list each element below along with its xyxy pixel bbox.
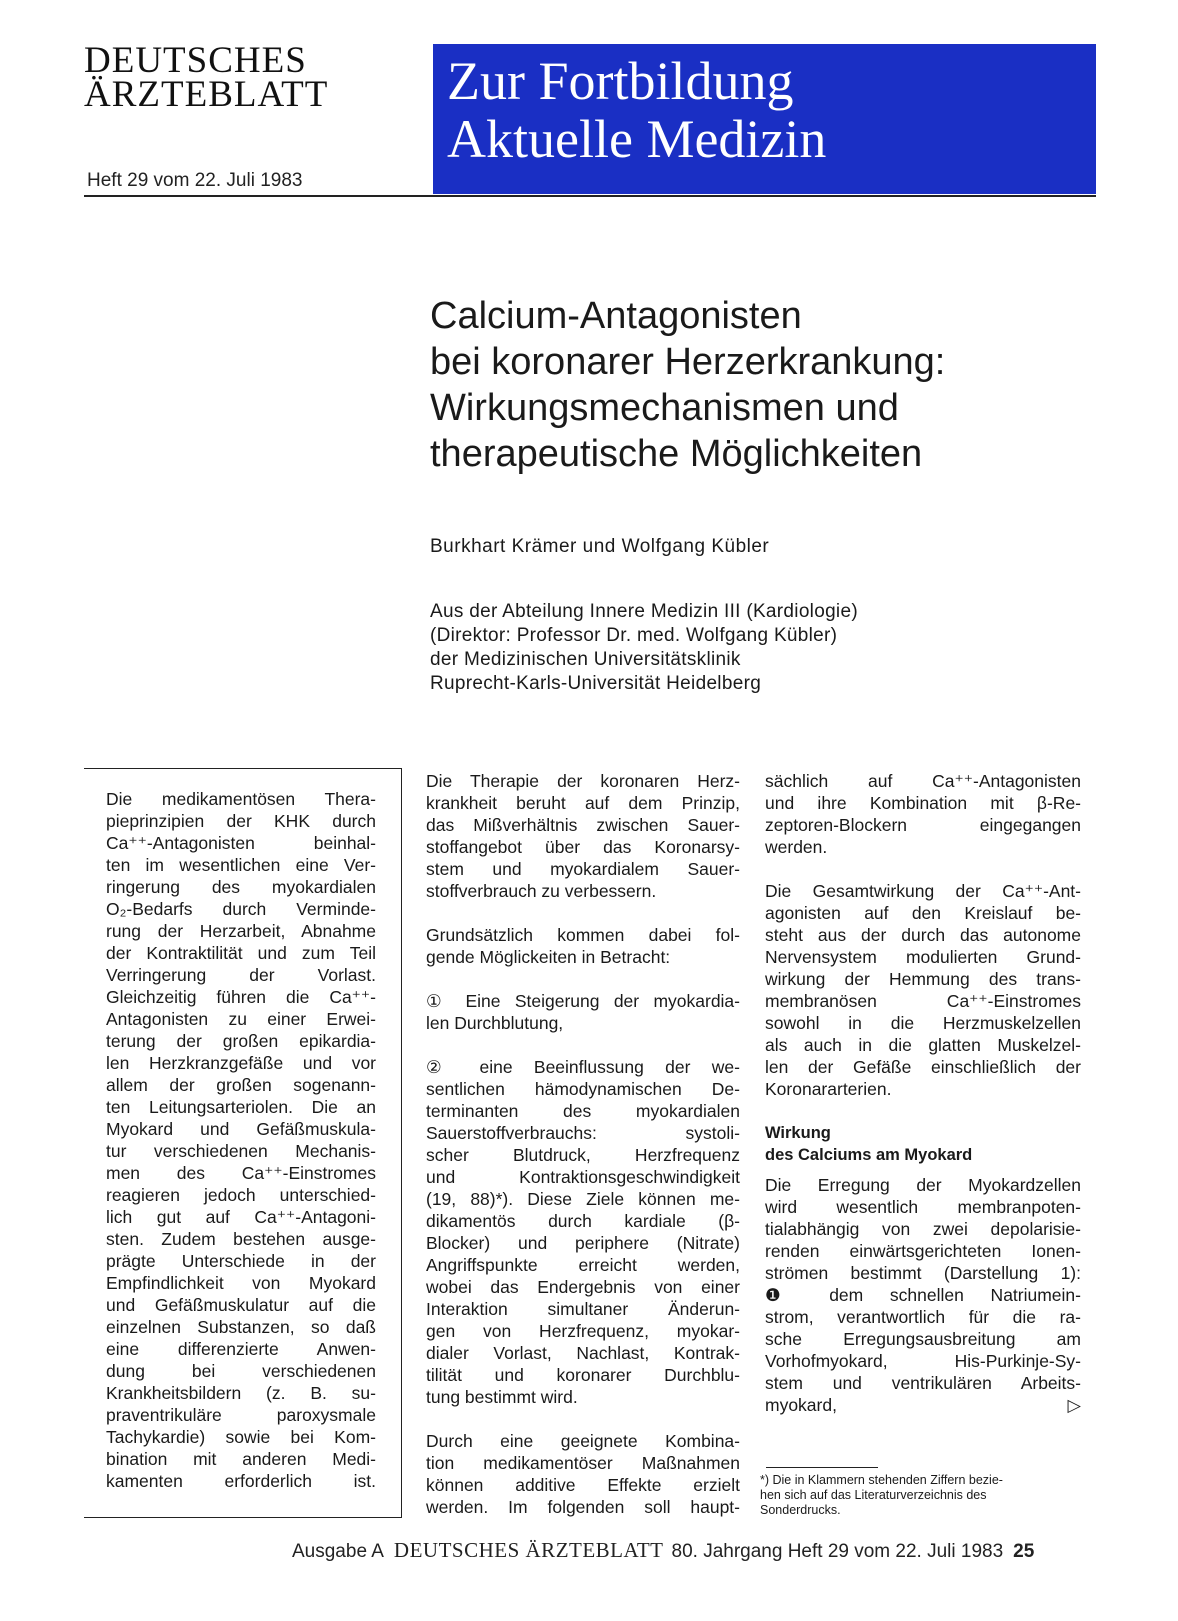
body-line: werden. Im folgenden soll haupt- xyxy=(426,1497,740,1517)
body-line: Koronararterien. xyxy=(765,1079,892,1099)
abstract-line: len Herzkranzgefäße und vor xyxy=(106,1053,376,1073)
footnote-rule xyxy=(766,1467,878,1468)
affiliation-line: der Medizinischen Universitätsklinik xyxy=(430,649,741,670)
abstract-line: lich gut auf Ca⁺⁺-Antagoni- xyxy=(106,1207,376,1227)
banner-line-2: Aktuelle Medizin xyxy=(447,109,827,169)
footnote-line: *) Die in Klammern stehenden Ziffern bezie- xyxy=(760,1473,1003,1487)
footnote xyxy=(760,1473,1082,1518)
issue-line: Heft 29 vom 22. Juli 1983 xyxy=(87,170,303,191)
body-line: tung bestimmt wird. xyxy=(426,1387,578,1407)
abstract-line: men des Ca⁺⁺-Einstromes xyxy=(106,1163,376,1183)
body-line: Die Therapie der koronaren Herz- xyxy=(426,771,740,791)
paragraph-gap xyxy=(426,1034,740,1056)
body-line: wird wesentlich membranpoten- xyxy=(765,1197,1081,1217)
body-line: sentlichen hämodynamischen De- xyxy=(426,1079,740,1099)
abstract-line: ten Leitungsarteriolen. Die an xyxy=(106,1097,376,1117)
body-line: Angriffspunkte erreicht werden, xyxy=(426,1255,740,1275)
abstract-line: der Kontraktilität und zum Teil xyxy=(106,943,376,963)
abstract-line: ringerung des myokardialen xyxy=(106,877,376,897)
body-line: terminanten des myokardialen xyxy=(426,1101,740,1121)
body-line: Blocker) und periphere (Nitrate) xyxy=(426,1233,740,1253)
continue-arrow-icon: ▷ xyxy=(1067,1395,1081,1415)
body-line: Grundsätzlich kommen dabei fol- xyxy=(426,925,740,945)
title-line: Calcium-Antagonisten xyxy=(430,295,802,337)
abstract-text xyxy=(106,788,376,1492)
body-line: ① Eine Steigerung der myokardia- xyxy=(426,991,740,1011)
body-column-1 xyxy=(426,770,740,1518)
body-line: Vorhofmyokard, His-Purkinje-Sy- xyxy=(765,1351,1081,1371)
footer-paper-name: DEUTSCHES ÄRZTEBLATT xyxy=(393,1538,664,1562)
paragraph-gap xyxy=(426,902,740,924)
abstract-line: Ca⁺⁺-Antagonisten beinhal- xyxy=(106,833,376,853)
abstract-line: Verringerung der Vorlast. xyxy=(106,965,376,985)
banner-line-1: Zur Fortbildung xyxy=(447,51,794,111)
body-line: können additive Effekte erzielt xyxy=(426,1475,740,1495)
abstract-line: eine differenzierte Anwen- xyxy=(106,1339,376,1359)
body-line: stem und myokardialem Sauer- xyxy=(426,859,740,879)
page-footer xyxy=(292,1538,1034,1563)
body-line: stoffangebot über das Koronarsy- xyxy=(426,837,740,857)
abstract-line: einzelnen Substanzen, so daß xyxy=(106,1317,376,1337)
abstract-line: bination mit anderen Medi- xyxy=(106,1449,376,1469)
masthead-line-1: DEUTSCHES xyxy=(84,40,307,81)
body-line: werden. xyxy=(765,837,828,857)
body-line: strömen bestimmt (Darstellung 1): xyxy=(765,1263,1081,1283)
body-line: Die Gesamtwirkung der Ca⁺⁺-Ant- xyxy=(765,881,1081,901)
body-line: (19, 88)*). Diese Ziele können me- xyxy=(426,1189,740,1209)
abstract-line: ten im wesentlichen eine Ver- xyxy=(106,855,376,875)
body-line: dikamentös durch kardiale (β- xyxy=(426,1211,740,1231)
affiliation-line: Aus der Abteilung Innere Medizin III (Kardiologie) xyxy=(430,601,858,622)
body-line: Sauerstoffverbrauchs: systoli- xyxy=(426,1123,740,1143)
abstract-line: Krankheitsbildern (z. B. su- xyxy=(106,1383,376,1403)
abstract-line: Gleichzeitig führen die Ca⁺⁺- xyxy=(106,987,376,1007)
body-line: gende Möglickeiten in Betracht: xyxy=(426,947,671,967)
body-line: strom, verantwortlich für die ra- xyxy=(765,1307,1081,1327)
abstract-line: sten. Zudem bestehen ausge- xyxy=(106,1229,376,1249)
abstract-line: terung der großen epikardia- xyxy=(106,1031,376,1051)
body-line: dialer Vorlast, Nachlast, Kontrak- xyxy=(426,1343,740,1363)
article-affiliation xyxy=(430,600,858,696)
abstract-line: praventrikuläre paroxysmale xyxy=(106,1405,376,1425)
footer-edition: Ausgabe A xyxy=(292,1541,384,1562)
abstract-line: pieprinzipien der KHK durch xyxy=(106,811,376,831)
title-line: therapeutische Möglichkeiten xyxy=(430,433,923,475)
body-line: das Mißverhältnis zwischen Sauer- xyxy=(426,815,740,835)
last-line-wrap xyxy=(765,1394,1081,1416)
body-line: und Kontraktionsgeschwindigkeit xyxy=(426,1167,740,1187)
body-line: renden einwärtsgerichteten Ionen- xyxy=(765,1241,1081,1261)
body-line: len Durchblutung, xyxy=(426,1013,564,1033)
body-line: Die Erregung der Myokardzellen xyxy=(765,1175,1081,1195)
abstract-line: kamenten erforderlich ist. xyxy=(106,1471,376,1491)
page-number: 25 xyxy=(1013,1541,1035,1562)
paragraph-gap xyxy=(426,1408,740,1430)
body-line: ② eine Beeinflussung der we- xyxy=(426,1057,740,1077)
heading-gap xyxy=(765,1166,1081,1174)
masthead-line-2: ÄRZTEBLATT xyxy=(84,74,329,115)
body-line: krankheit beruht auf dem Prinzip, xyxy=(426,793,740,813)
body-line: Nervensystem modulierten Grund- xyxy=(765,947,1081,967)
body-line: und ihre Kombination mit β-Re- xyxy=(765,793,1081,813)
article-title xyxy=(430,293,1070,477)
abstract-line: Myokard und Gefäßmuskula- xyxy=(106,1119,376,1139)
body-line: stoffverbrauch zu verbessern. xyxy=(426,881,657,901)
header-rule xyxy=(84,195,1096,197)
abstract-line: Antagonisten zu einer Erwei- xyxy=(106,1009,376,1029)
abstract-line: und Gefäßmuskulatur auf die xyxy=(106,1295,376,1315)
body-line: gen von Herzfrequenz, myokar- xyxy=(426,1321,740,1341)
body-line: ❶ dem schnellen Natriumein- xyxy=(765,1285,1081,1305)
body-column-2 xyxy=(765,770,1081,1416)
footnote-line: hen sich auf das Literaturverzeichnis des xyxy=(760,1488,987,1502)
abstract-line: allem der großen sogenann- xyxy=(106,1075,376,1095)
abstract-line: reagieren jedoch unterschied- xyxy=(106,1185,376,1205)
section-heading: Wirkung xyxy=(765,1124,831,1142)
body-line: Durch eine geeignete Kombina- xyxy=(426,1431,740,1451)
body-line: als auch in die glatten Muskelzel- xyxy=(765,1035,1081,1055)
body-line: len der Gefäße einschließlich der xyxy=(765,1057,1081,1077)
section-heading: des Calciums am Myokard xyxy=(765,1146,973,1164)
body-line: wirkung der Hemmung des trans- xyxy=(765,969,1081,989)
abstract-line: rung der Herzarbeit, Abnahme xyxy=(106,921,376,941)
body-line: tilität und koronarer Durchblu- xyxy=(426,1365,740,1385)
body-line: stem und ventrikulären Arbeits- xyxy=(765,1373,1081,1393)
footnote-line: Sonderdrucks. xyxy=(760,1503,841,1517)
masthead-logo xyxy=(84,40,414,115)
body-line: tialabhängig von zwei depolarisie- xyxy=(765,1219,1081,1239)
affiliation-line: (Direktor: Professor Dr. med. Wolfgang Kübler) xyxy=(430,625,838,646)
body-line: membranösen Ca⁺⁺-Einstromes xyxy=(765,991,1081,1011)
abstract-line: prägte Unterschiede in der xyxy=(106,1251,376,1271)
footer-volume: 80. Jahrgang Heft 29 vom 22. Juli 1983 xyxy=(671,1541,1004,1562)
article-authors: Burkhart Krämer und Wolfgang Kübler xyxy=(430,536,770,557)
section-banner xyxy=(433,44,1096,194)
abstract-line: tur verschiedenen Mechanis- xyxy=(106,1141,376,1161)
body-line: steht aus der durch das autonome xyxy=(765,925,1081,945)
title-line: bei koronarer Herzerkrankung: xyxy=(430,341,946,383)
body-line: agonisten auf den Kreislauf be- xyxy=(765,903,1081,923)
abstract-line: dung bei verschiedenen xyxy=(106,1361,376,1381)
body-line: sche Erregungsausbreitung am xyxy=(765,1329,1081,1349)
body-line: scher Blutdruck, Herzfrequenz xyxy=(426,1145,740,1165)
body-line: wobei das Endergebnis von einer xyxy=(426,1277,740,1297)
abstract-line: Empfindlichkeit von Myokard xyxy=(106,1273,376,1293)
paragraph-gap xyxy=(765,858,1081,880)
body-line: sowohl in die Herzmuskelzellen xyxy=(765,1013,1081,1033)
body-line: tion medikamentöser Maßnahmen xyxy=(426,1453,740,1473)
title-line: Wirkungsmechanismen und xyxy=(430,387,899,429)
paragraph-gap xyxy=(765,1100,1081,1122)
abstract-line: Tachykardie) sowie bei Kom- xyxy=(106,1427,376,1447)
body-line: Interaktion simultaner Änderun- xyxy=(426,1299,740,1319)
body-line: zeptoren-Blockern eingegangen xyxy=(765,815,1081,835)
body-line: sächlich auf Ca⁺⁺-Antagonisten xyxy=(765,771,1081,791)
affiliation-line: Ruprecht-Karls-Universität Heidelberg xyxy=(430,673,762,694)
abstract-line: Die medikamentösen Thera- xyxy=(106,789,376,809)
body-line: myokard, xyxy=(765,1395,837,1415)
paragraph-gap xyxy=(426,968,740,990)
abstract-line: O₂-Bedarfs durch Verminde- xyxy=(106,899,376,919)
